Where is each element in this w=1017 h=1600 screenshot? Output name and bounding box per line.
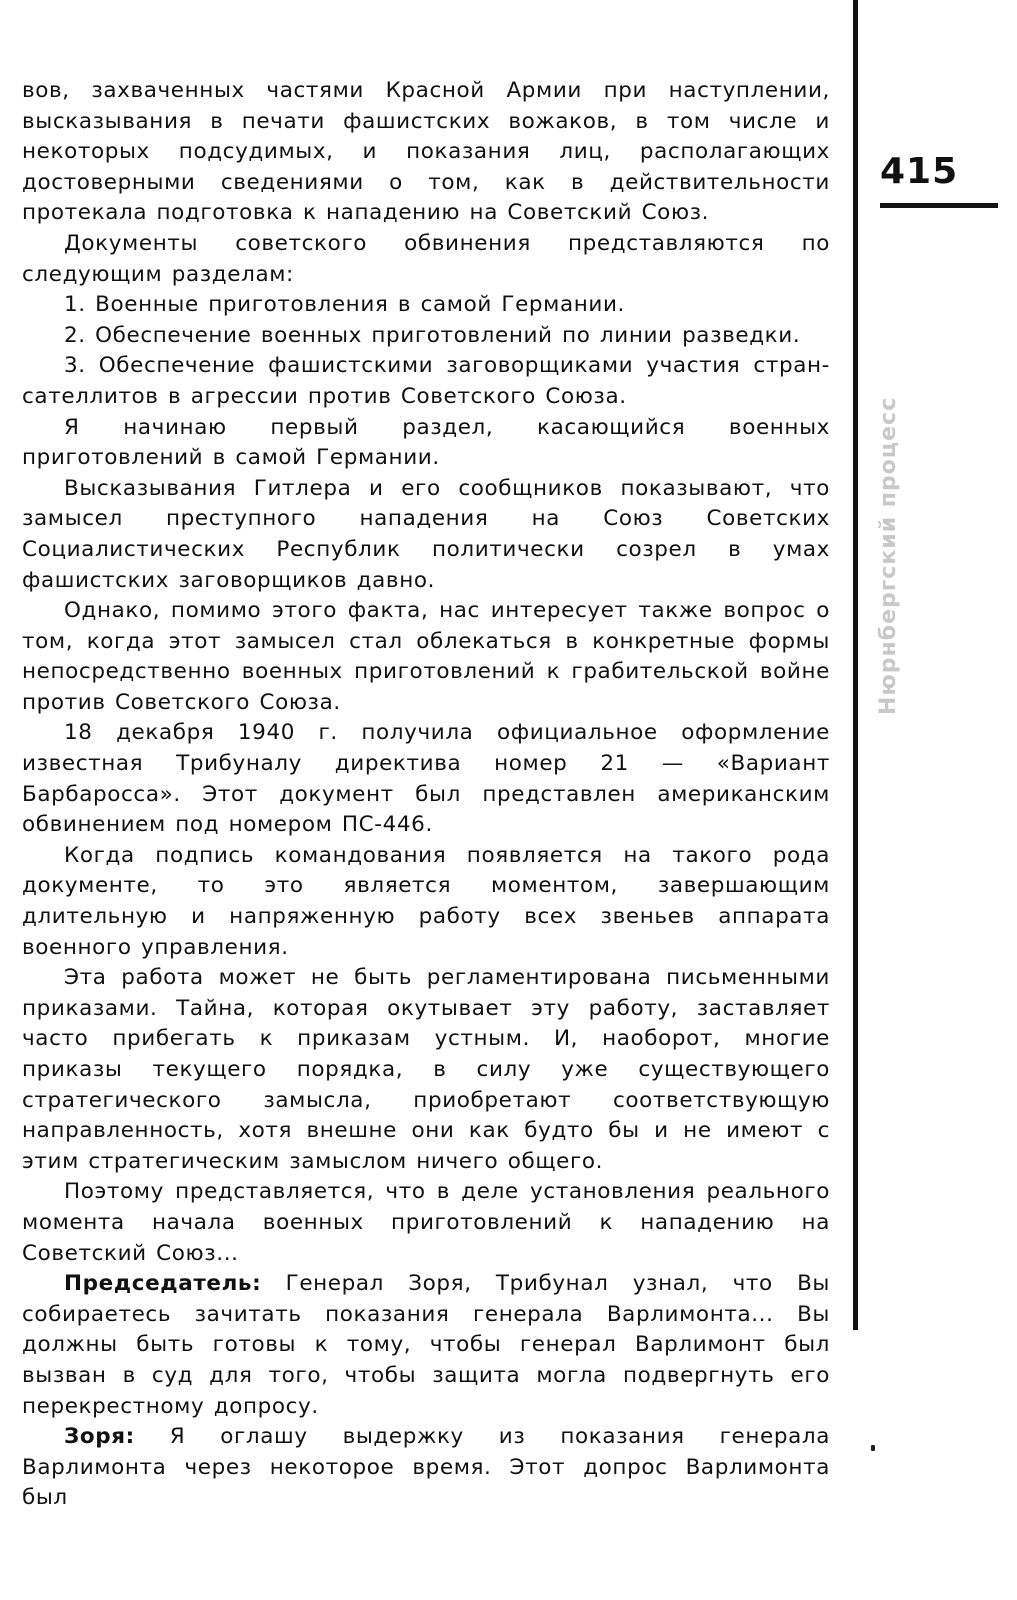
paragraph-1: Документы советского обвинения представляются по следующим разделам:	[22, 230, 830, 287]
margin-vertical-rule	[853, 0, 858, 1330]
paragraph-0: вов, захваченных частями Красной Армии при наступлении, высказывания в печати фашистских вожаков, в том числе и некоторых подсудимых, и показания лиц, располагающих достоверными сведениями о том, как в действительности протекала подготовка к нападению на Советский Союз.	[22, 78, 830, 226]
paragraph-9: Когда подпись командования появляется на такого рода документе, то это является моментом, завершающим длительную и напряженную работу всех звеньев аппарата военного управления.	[22, 842, 830, 960]
dialogue-chairman	[22, 1269, 830, 1422]
paragraph-11: Поэтому представляется, что в деле установления реального момента начала военных приготовлений к нападению на Советский Союз...	[22, 1179, 830, 1266]
speaker-label: Председатель:	[64, 1271, 262, 1297]
paragraph-4: 3. Обеспечение фашистскими заговорщиками участия стран-сателлитов в агрессии против Советского Союза.	[22, 353, 830, 409]
body-text	[22, 76, 830, 1514]
page-number-underline	[880, 203, 998, 208]
faded-running-title: Нюрнбергский процесс	[876, 396, 901, 715]
paragraph-6: Высказывания Гитлера и его сообщников показывают, что замысел преступного нападения на Союз Советских Социалистических Республик политически созрел в умах фашистских заговорщиков давно.	[22, 475, 830, 593]
paragraph-5: Я начинаю первый раздел, касающийся военных приготовлений в самой Германии.	[22, 414, 830, 471]
speech-text: Я оглашу выдержку из показания генерала Варлимонта через некоторое время. Этот допрос Варлимонта был	[22, 1424, 830, 1511]
paragraph-8: 18 декабря 1940 г. получила официальное оформление известная Трибуналу директива номер 21 — «Вариант Барбаросса». Этот документ был представлен американским обвинением под номером ПС-446.	[22, 720, 830, 838]
paragraph-10: Эта работа может не быть регламентирована письменными приказами. Тайна, которая окутывает эту работу, заставляет часто прибегать к приказам устным. И, наоборот, многие приказы текущего порядка, в силу уже существующего стратегического замысла, приобретают соответствующую направленность, хотя внешне они как будто бы и не имеют с этим стратегическим замыслом ничего общего.	[22, 965, 830, 1174]
page-number: 415	[880, 151, 959, 192]
speaker-label: Зоря:	[64, 1424, 135, 1450]
speech-text: Генерал Зоря, Трибунал узнал, что Вы собираетесь зачитать показания генерала Варлимонта... Вы должны быть готовы к тому, чтобы генерал Варлимонт был вызван в суд для того, чтобы защита могла подвергнуть его перекрестному допросу.	[22, 1271, 830, 1419]
dialogue-zorya	[22, 1422, 830, 1514]
paragraph-7: Однако, помимо этого факта, нас интересует также вопрос о том, когда этот замысел стал облекаться в конкретные формы непосредственно военных приготовлений к грабительской войне против Советского Союза.	[22, 598, 830, 715]
paragraph-3: 2. Обеспечение военных приготовлений по линии разведки.	[64, 322, 801, 348]
paragraph-2: 1. Военные приготовления в самой Германии.	[64, 292, 625, 318]
print-speck	[871, 1445, 875, 1451]
